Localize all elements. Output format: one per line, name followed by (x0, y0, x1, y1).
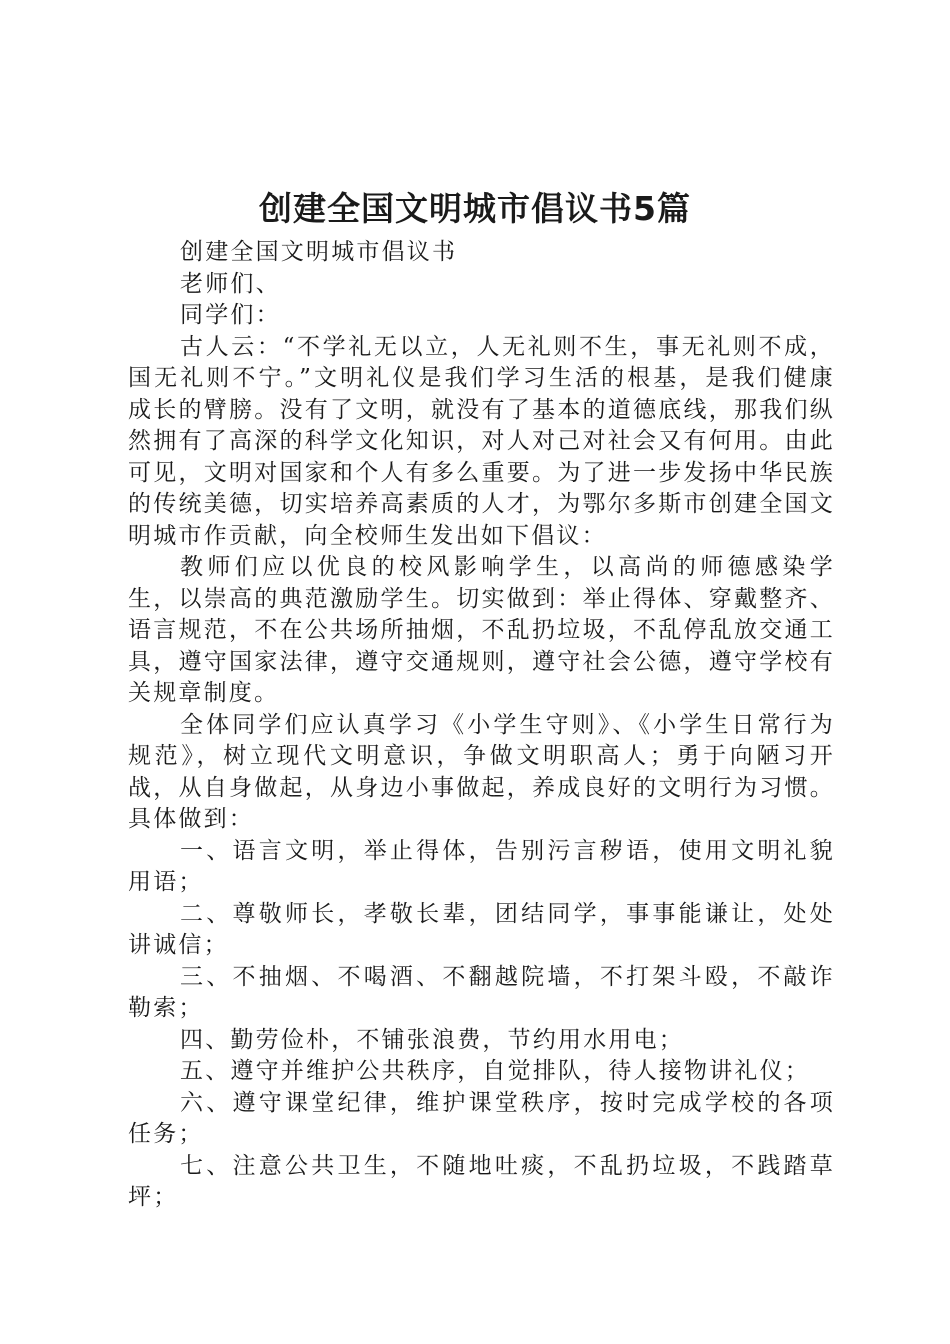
document-body (128, 237, 835, 1214)
intro-paragraph: 古人云：“不学礼无以立，人无礼则不生，事无礼则不成，国无礼则不宁。”文明礼仪是我们学习生活的根基，是我们健康成长的臂膀。没有了文明，就没有了基本的道德底线，那我们纵然拥有了高深的科学文化知识，对人对己对社会又有何用。由此可见，文明对国家和个人有多么重要。为了进一步发扬中华民族的传统美德，切实培养高素质的人才，为鄂尔多斯市创建全国文明城市作贡献，向全校师生发出如下倡议： (128, 333, 835, 549)
list-item-2: 二、尊敬师长，孝敬长辈，团结同学，事事能谦让，处处讲诚信； (128, 900, 835, 958)
list-item-3: 三、不抽烟、不喝酒、不翻越院墙，不打架斗殴，不敲诈勒索； (128, 963, 835, 1021)
salutation-teachers: 老师们、 (180, 270, 281, 297)
teachers-paragraph: 教师们应以优良的校风影响学生，以高尚的师德感染学生，以崇高的典范激励学生。切实做到：举止得体、穿戴整齐、语言规范，不在公共场所抽烟，不乱扔垃圾，不乱停乱放交通工具，遵守国家法律，遵守交通规则，遵守社会公德，遵守学校有关规章制度。 (128, 554, 835, 706)
list-item-4: 四、勤劳俭朴，不铺张浪费，节约用水用电； (180, 1026, 684, 1053)
salutation-students: 同学们： (180, 302, 281, 328)
list-item-5: 五、遵守并维护公共秩序，自觉排队，待人接物讲礼仪； (180, 1058, 810, 1084)
subtitle-paragraph: 创建全国文明城市倡议书 (180, 239, 458, 265)
list-item-6: 六、遵守课堂纪律，维护课堂秩序，按时完成学校的各项任务； (128, 1089, 835, 1147)
document-title: 创建全国文明城市倡议书5篇 (259, 189, 691, 228)
list-item-7: 七、注意公共卫生，不随地吐痰，不乱扔垃圾，不践踏草坪； (128, 1152, 835, 1210)
students-paragraph: 全体同学们应认真学习《小学生守则》、《小学生日常行为规范》，树立现代文明意识，争做文明职高人；勇于向陋习开战，从自身做起，从身边小事做起，养成良好的文明行为习惯。具体做到： (128, 711, 835, 832)
list-item-1: 一、语言文明，举止得体，告别污言秽语，使用文明礼貌用语； (128, 837, 835, 895)
